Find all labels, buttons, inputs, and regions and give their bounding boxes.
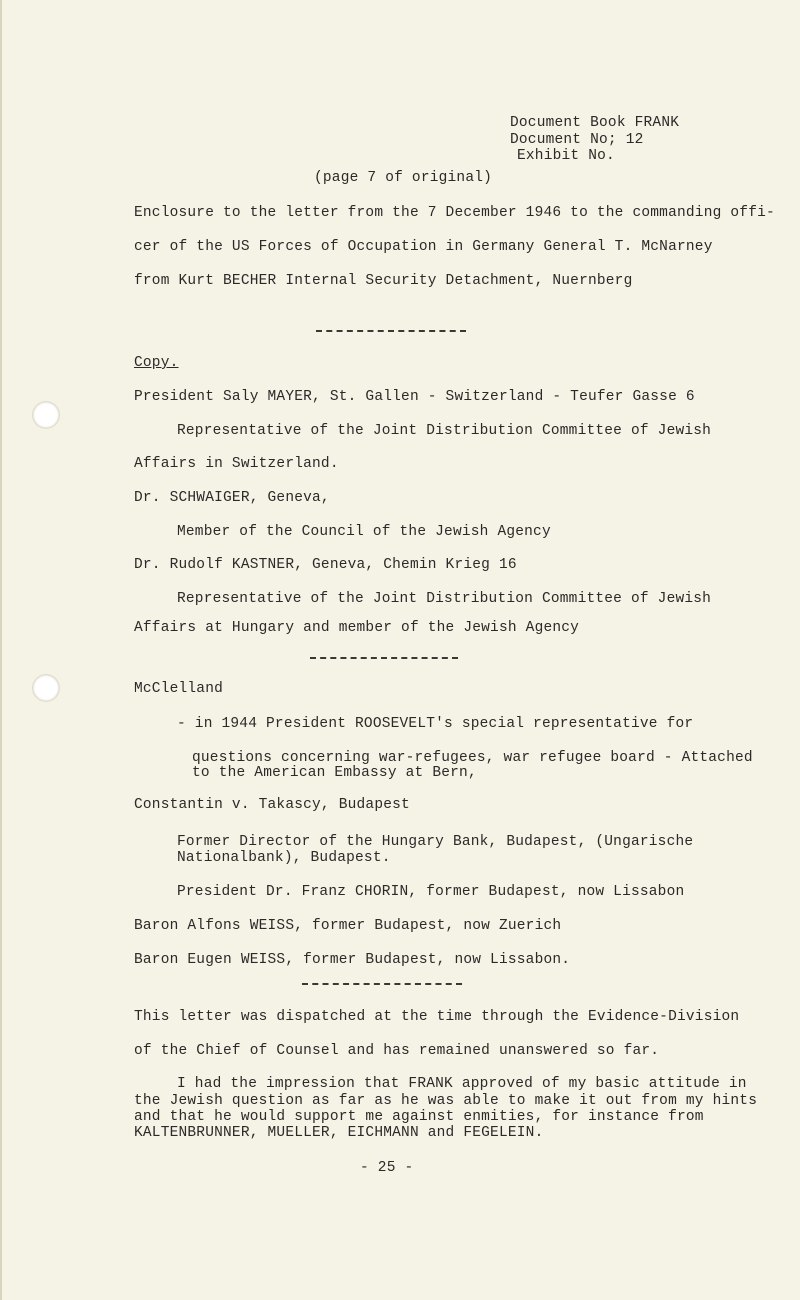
punch-hole-bottom (33, 675, 59, 701)
second-line-9: Baron Alfons WEISS, former Budapest, now Zuerich (134, 918, 562, 934)
second-line-2: - in 1944 President ROOSEVELT's special representative for (177, 716, 694, 732)
intro-line-1: Enclosure to the letter from the 7 December 1946 to the commanding offi- (134, 205, 775, 221)
recipient-line-6: Dr. Rudolf KASTNER, Geneva, Chemin Krieg 16 (134, 557, 517, 573)
closing-line-4: the Jewish question as far as he was able to make it out from my hints (134, 1093, 758, 1109)
closing-line-6: KALTENBRUNNER, MUELLER, EICHMANN and FEGELEIN. (134, 1125, 544, 1141)
closing-line-2: of the Chief of Counsel and has remained unanswered so far. (134, 1043, 660, 1059)
second-line-6: Former Director of the Hungary Bank, Budapest, (Ungarische (177, 834, 694, 850)
header-document-book: Document Book FRANK (510, 115, 680, 131)
recipient-line-7: Representative of the Joint Distribution Committee of Jewish (177, 591, 712, 607)
divider-1 (316, 330, 466, 332)
recipient-line-1: President Saly MAYER, St. Gallen - Switzerland - Teufer Gasse 6 (134, 389, 695, 405)
second-line-10: Baron Eugen WEISS, former Budapest, now Lissabon. (134, 952, 571, 968)
punch-hole-top (33, 402, 59, 428)
page-number: - 25 - (360, 1160, 414, 1176)
recipient-line-2: Representative of the Joint Distribution Committee of Jewish (177, 423, 712, 439)
closing-line-1: This letter was dispatched at the time through the Evidence-Division (134, 1009, 740, 1025)
recipient-line-3: Affairs in Switzerland. (134, 456, 339, 472)
intro-line-3: from Kurt BECHER Internal Security Detachment, Nuernberg (134, 273, 633, 289)
second-line-7: Nationalbank), Budapest. (177, 850, 391, 866)
page-reference: (page 7 of original) (314, 170, 493, 186)
second-line-1: McClelland (134, 681, 224, 697)
recipient-line-5: Member of the Council of the Jewish Agency (177, 524, 551, 540)
intro-line-2: cer of the US Forces of Occupation in Germany General T. McNarney (134, 239, 713, 255)
closing-line-5: and that he would support me against enmities, for instance from (134, 1109, 704, 1125)
divider-2 (310, 657, 458, 659)
second-line-8: President Dr. Franz CHORIN, former Budapest, now Lissabon (177, 884, 685, 900)
recipient-line-4: Dr. SCHWAIGER, Geneva, (134, 490, 330, 506)
header-exhibit-no: Exhibit No. (517, 148, 615, 164)
second-line-5: Constantin v. Takascy, Budapest (134, 797, 410, 813)
header-document-no: Document No; 12 (510, 132, 644, 148)
closing-line-3: I had the impression that FRANK approved of my basic attitude in (177, 1076, 747, 1092)
divider-3 (302, 983, 462, 985)
second-line-4: to the American Embassy at Bern, (192, 765, 477, 781)
copy-label: Copy. (134, 355, 179, 371)
recipient-line-8: Affairs at Hungary and member of the Jewish Agency (134, 620, 580, 636)
second-line-3: questions concerning war-refugees, war refugee board - Attached (192, 750, 753, 766)
